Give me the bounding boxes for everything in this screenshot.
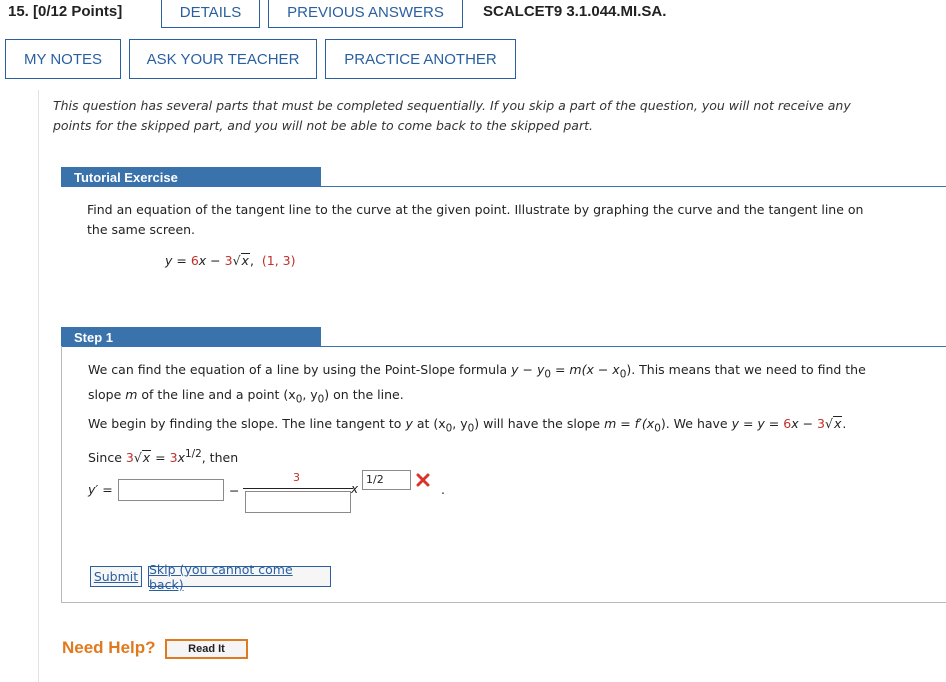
content-frame-border bbox=[38, 90, 39, 682]
details-button[interactable]: DETAILS bbox=[161, 0, 260, 28]
notice-line-2: points for the skipped part, and you will not be able to come back to the skipped part. bbox=[53, 118, 593, 133]
subscript: 0 bbox=[445, 422, 453, 435]
coef-3: 3 bbox=[125, 449, 134, 465]
sequential-notice bbox=[53, 96, 933, 136]
read-it-button[interactable]: Read It bbox=[165, 639, 248, 659]
answer-input-1[interactable] bbox=[118, 479, 224, 501]
minus-operator: − bbox=[229, 483, 240, 498]
subscript: 0 bbox=[619, 368, 627, 381]
step-p2-line-2 bbox=[88, 444, 938, 468]
step-paragraph-2 bbox=[88, 414, 938, 468]
step-p1-line-2 bbox=[88, 385, 928, 410]
sqrt-x: x bbox=[142, 449, 151, 465]
step-paragraph-1 bbox=[88, 360, 928, 409]
fraction-bar bbox=[243, 488, 353, 489]
problem-code: SCALCET9 3.1.044.MI.SA. bbox=[483, 3, 667, 20]
then-text: , then bbox=[201, 449, 239, 465]
question-number-points: 15. [0/12 Points] bbox=[8, 3, 123, 20]
equals: = bbox=[151, 449, 170, 465]
eq-equals: = bbox=[172, 253, 191, 268]
step-p2-slope-text: ) will have the slope bbox=[474, 416, 605, 431]
step-p1-text: We can find the equation of a line by using the Point-Slope formula bbox=[88, 362, 512, 377]
derivative-expression: m = f′(x bbox=[604, 416, 655, 431]
tutorial-prompt bbox=[87, 200, 932, 240]
tutorial-prompt-line-2: the same screen. bbox=[87, 222, 196, 237]
point-text-y: , y bbox=[302, 386, 318, 402]
point-text: of the line and a point (x bbox=[137, 386, 296, 402]
previous-answers-button[interactable]: PREVIOUS ANSWERS bbox=[268, 0, 463, 28]
step-p2-at: at (x bbox=[412, 416, 446, 431]
point-slope-formula-rest: = m(x − x bbox=[550, 362, 620, 377]
period: . bbox=[842, 416, 847, 431]
ask-your-teacher-button[interactable]: ASK YOUR TEACHER bbox=[129, 39, 317, 79]
point-text-end: ) on the line. bbox=[324, 386, 404, 402]
step-p2-line-1 bbox=[88, 414, 938, 439]
eq-y: y bbox=[165, 253, 173, 268]
y-prime-label: y′ = bbox=[88, 482, 113, 497]
tutorial-header-rule bbox=[321, 186, 946, 187]
practice-another-button[interactable]: PRACTICE ANOTHER bbox=[325, 39, 516, 79]
eq-minus: − bbox=[206, 253, 225, 268]
eq-sqrt-x: x bbox=[241, 253, 249, 268]
given-point: (1, 3) bbox=[261, 253, 296, 268]
step-p2-text: We begin by finding the slope. The line tangent to bbox=[88, 416, 406, 431]
formula-close: ). bbox=[626, 362, 636, 377]
subscript: 0 bbox=[467, 422, 475, 435]
eq-coef-3: 3 bbox=[224, 253, 233, 268]
eq-x: x bbox=[198, 253, 207, 268]
var-x: x bbox=[791, 416, 799, 431]
coef-3: 3 bbox=[169, 449, 178, 465]
coef-6: 6 bbox=[783, 416, 792, 431]
step-p2-we-have: ). We have bbox=[660, 416, 732, 431]
tutorial-prompt-line-1: Find an equation of the tangent line to the curve at the given point. Illustrate by graphing the curve and the tangent line on bbox=[87, 202, 864, 217]
need-help-label: Need Help? bbox=[62, 638, 156, 657]
subscript: 0 bbox=[295, 393, 303, 405]
answer-period: . bbox=[441, 482, 445, 497]
answer-input-denominator[interactable] bbox=[245, 491, 351, 513]
eq-comma: , bbox=[249, 253, 254, 268]
point-slope-formula: y − y bbox=[511, 362, 545, 377]
fraction-numerator: 3 bbox=[293, 471, 300, 484]
tutorial-exercise-header: Tutorial Exercise bbox=[61, 167, 321, 187]
my-notes-button[interactable]: MY NOTES bbox=[5, 39, 121, 79]
slope-text: slope bbox=[88, 386, 126, 402]
submit-button[interactable]: Submit bbox=[90, 566, 142, 587]
exponent: 1/2 bbox=[184, 447, 202, 460]
sqrt-symbol-icon: √ bbox=[824, 416, 833, 431]
step-p1-line-1 bbox=[88, 360, 928, 385]
var-y: y bbox=[405, 416, 413, 431]
step-1-header: Step 1 bbox=[61, 327, 321, 347]
subscript: 0 bbox=[317, 393, 325, 405]
x-variable: x bbox=[351, 482, 359, 496]
incorrect-x-icon bbox=[416, 472, 430, 491]
since-text: Since bbox=[88, 449, 126, 465]
step-p2-y: , y bbox=[452, 416, 468, 431]
step-p1-text-end: This means that we need to find the bbox=[635, 362, 866, 377]
notice-line-1: This question has several parts that must be completed sequentially. If you skip a part of the question, you will not receive any bbox=[53, 98, 851, 113]
exponent-input[interactable]: 1/2 bbox=[362, 470, 411, 490]
sqrt-symbol-icon: √ bbox=[133, 449, 142, 465]
coef-3: 3 bbox=[817, 416, 825, 431]
subscript: 0 bbox=[544, 368, 551, 381]
sqrt-symbol-icon: √ bbox=[232, 253, 241, 268]
eq-coef-6: 6 bbox=[190, 253, 199, 268]
curve-equation bbox=[165, 251, 295, 271]
sqrt-x: x bbox=[833, 416, 842, 431]
subscript: 0 bbox=[654, 422, 661, 435]
slope-m: m bbox=[125, 386, 138, 402]
step-p2-y-eq: y = y = bbox=[731, 416, 784, 431]
minus-sign: − bbox=[798, 416, 818, 431]
var-x: x bbox=[177, 449, 185, 465]
skip-button[interactable]: Skip (you cannot come back) bbox=[148, 566, 331, 587]
